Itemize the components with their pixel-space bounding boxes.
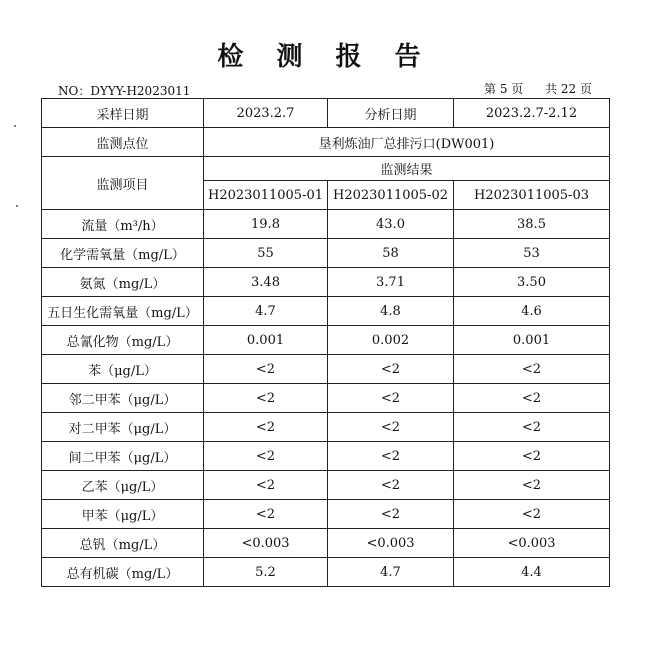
result-value: <2	[328, 500, 454, 529]
item-name: 五日生化需氧量（mg/L）	[42, 297, 204, 326]
sample-id: H2023011005-03	[454, 181, 610, 210]
item-name: 苯（μg/L）	[42, 355, 204, 384]
table-row	[42, 384, 610, 413]
table-row	[42, 297, 610, 326]
table-row	[42, 471, 610, 500]
table-row	[42, 413, 610, 442]
result-value: 0.002	[328, 326, 454, 355]
table-row	[42, 500, 610, 529]
item-name: 乙苯（μg/L）	[42, 471, 204, 500]
table-row	[42, 326, 610, 355]
item-name: 甲苯（μg/L）	[42, 500, 204, 529]
result-value: <2	[328, 355, 454, 384]
result-value: 4.7	[328, 558, 454, 587]
analysis-date: 2023.2.7-2.12	[454, 99, 610, 128]
scan-speck	[16, 205, 18, 207]
item-name: 总氰化物（mg/L）	[42, 326, 204, 355]
result-value: 53	[454, 239, 610, 268]
result-value: <2	[328, 442, 454, 471]
result-value: 0.001	[204, 326, 328, 355]
result-value: <0.003	[204, 529, 328, 558]
result-value: 3.48	[204, 268, 328, 297]
item-name: 总钒（mg/L）	[42, 529, 204, 558]
result-value: <2	[328, 471, 454, 500]
result-value: 4.6	[454, 297, 610, 326]
site-value: 垦利炼油厂总排污口(DW001)	[204, 128, 610, 157]
report-title: 检 测 报 告	[217, 42, 433, 72]
table-row	[42, 442, 610, 471]
results-label: 监测结果	[204, 157, 610, 181]
result-value: <2	[204, 384, 328, 413]
result-value: <2	[454, 384, 610, 413]
result-value: <2	[328, 413, 454, 442]
result-value: 3.50	[454, 268, 610, 297]
results-table	[41, 98, 610, 587]
result-value: 58	[328, 239, 454, 268]
table-row	[42, 558, 610, 587]
result-value: <2	[454, 355, 610, 384]
result-value: <0.003	[328, 529, 454, 558]
page-total: 共 22 页	[545, 82, 592, 96]
scan-speck	[14, 125, 16, 127]
result-value: 4.4	[454, 558, 610, 587]
item-name: 对二甲苯（μg/L）	[42, 413, 204, 442]
sample-id: H2023011005-02	[328, 181, 454, 210]
result-value: <2	[204, 471, 328, 500]
result-value: <2	[454, 413, 610, 442]
table-row	[42, 210, 610, 239]
item-name: 间二甲苯（μg/L）	[42, 442, 204, 471]
result-value: <2	[454, 500, 610, 529]
page-info	[466, 80, 592, 97]
site-label: 监测点位	[42, 128, 204, 157]
results-header-row	[42, 157, 610, 181]
item-name: 总有机碳（mg/L）	[42, 558, 204, 587]
result-value: <2	[204, 355, 328, 384]
result-value: 4.7	[204, 297, 328, 326]
table-row	[42, 529, 610, 558]
result-value: 3.71	[328, 268, 454, 297]
sample-id: H2023011005-01	[204, 181, 328, 210]
result-value: <2	[454, 442, 610, 471]
item-name: 邻二甲苯（μg/L）	[42, 384, 204, 413]
table-row	[42, 239, 610, 268]
sampling-date-label: 采样日期	[42, 99, 204, 128]
page-number: 第 5 页	[484, 82, 524, 96]
result-value: <2	[204, 442, 328, 471]
result-value: 43.0	[328, 210, 454, 239]
site-row	[42, 128, 610, 157]
result-value: <2	[454, 471, 610, 500]
item-label: 监测项目	[42, 157, 204, 210]
item-name: 流量（m³/h）	[42, 210, 204, 239]
result-value: 0.001	[454, 326, 610, 355]
result-value: <2	[328, 384, 454, 413]
result-value: 38.5	[454, 210, 610, 239]
table-row	[42, 355, 610, 384]
result-value: 5.2	[204, 558, 328, 587]
sampling-date: 2023.2.7	[204, 99, 328, 128]
item-name: 氨氮（mg/L）	[42, 268, 204, 297]
analysis-date-label: 分析日期	[328, 99, 454, 128]
table-row	[42, 268, 610, 297]
item-name: 化学需氧量（mg/L）	[42, 239, 204, 268]
result-value: <0.003	[454, 529, 610, 558]
result-value: <2	[204, 500, 328, 529]
result-value: 4.8	[328, 297, 454, 326]
result-value: 55	[204, 239, 328, 268]
date-row	[42, 99, 610, 128]
result-value: 19.8	[204, 210, 328, 239]
report-number: NO：DYYY-H2023011	[58, 84, 191, 98]
result-value: <2	[204, 413, 328, 442]
